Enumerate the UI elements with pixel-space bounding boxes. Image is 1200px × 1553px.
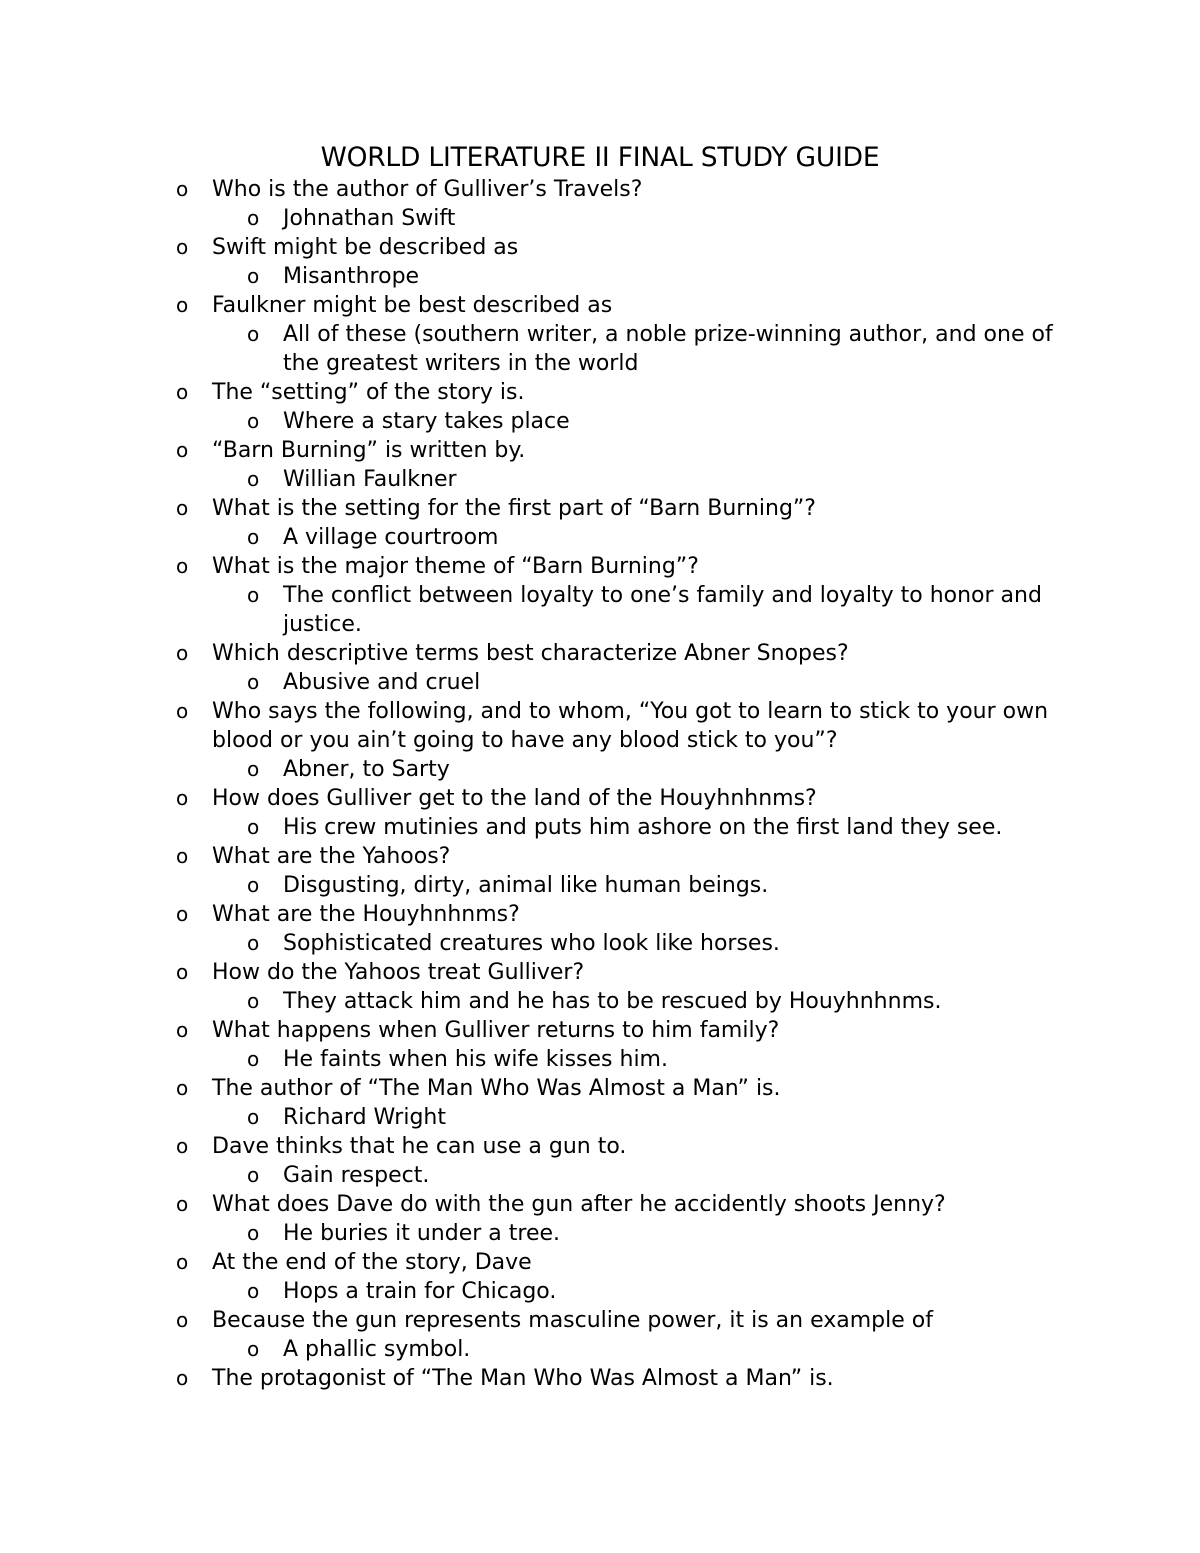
- bullet-icon: o: [247, 583, 260, 607]
- question-text: The “setting” of the story is.: [212, 380, 525, 405]
- bullet-icon: o: [247, 873, 260, 897]
- question-text: At the end of the story, Dave: [212, 1250, 532, 1275]
- question-item: [0, 291, 1200, 320]
- bullet-icon: o: [176, 380, 189, 404]
- question-item: [0, 1190, 1200, 1219]
- answer-text: Gain respect.: [283, 1163, 430, 1188]
- answer-item: [0, 204, 1200, 233]
- answer-item: [0, 320, 1200, 378]
- bullet-icon: o: [247, 1163, 260, 1187]
- answer-text: Richard Wright: [283, 1105, 446, 1130]
- answer-text: He faints when his wife kisses him.: [283, 1047, 668, 1072]
- question-text: The author of “The Man Who Was Almost a Man” is.: [212, 1076, 781, 1101]
- bullet-icon: o: [176, 1134, 189, 1158]
- answer-item: [0, 871, 1200, 900]
- bullet-icon: o: [176, 1366, 189, 1390]
- answer-text: A phallic symbol.: [283, 1337, 471, 1362]
- question-item: [0, 1016, 1200, 1045]
- bullet-icon: o: [247, 1105, 260, 1129]
- question-text: What does Dave do with the gun after he accidently shoots Jenny?: [212, 1192, 946, 1217]
- answer-text: His crew mutinies and puts him ashore on the first land they see.: [283, 815, 1003, 840]
- bullet-icon: o: [247, 525, 260, 549]
- page-title: WORLD LITERATURE II FINAL STUDY GUIDE: [320, 142, 880, 173]
- question-item: [0, 697, 1200, 755]
- bullet-icon: o: [176, 177, 189, 201]
- answer-text: The conflict between loyalty to one’s family and loyalty to honor and justice.: [283, 583, 1042, 637]
- answer-item: [0, 1161, 1200, 1190]
- question-text: Who says the following, and to whom, “You got to learn to stick to your own blood or you ain’t going to have any blood stick to you”?: [212, 699, 1049, 753]
- question-item: [0, 842, 1200, 871]
- bullet-icon: o: [176, 641, 189, 665]
- question-item: [0, 175, 1200, 204]
- answer-text: He buries it under a tree.: [283, 1221, 561, 1246]
- bullet-icon: o: [247, 815, 260, 839]
- question-text: Swift might be described as: [212, 235, 519, 260]
- bullet-icon: o: [176, 902, 189, 926]
- question-item: [0, 1306, 1200, 1335]
- answer-item: [0, 581, 1200, 639]
- question-item: [0, 1074, 1200, 1103]
- question-item: [0, 639, 1200, 668]
- bullet-icon: o: [247, 931, 260, 955]
- answer-item: [0, 407, 1200, 436]
- bullet-icon: o: [247, 409, 260, 433]
- bullet-icon: o: [247, 467, 260, 491]
- answer-item: [0, 1103, 1200, 1132]
- question-text: What is the setting for the first part of “Barn Burning”?: [212, 496, 816, 521]
- question-text: Who is the author of Gulliver’s Travels?: [212, 177, 643, 202]
- bullet-icon: o: [176, 293, 189, 317]
- bullet-icon: o: [176, 844, 189, 868]
- question-item: [0, 1132, 1200, 1161]
- answer-text: Sophisticated creatures who look like horses.: [283, 931, 780, 956]
- answer-text: They attack him and he has to be rescued by Houyhnhnms.: [283, 989, 942, 1014]
- bullet-icon: o: [247, 757, 260, 781]
- answer-text: All of these (southern writer, a noble prize-winning author, and one of the greatest writers in the world: [283, 322, 1053, 376]
- answer-text: Where a stary takes place: [283, 409, 570, 434]
- answer-item: [0, 1219, 1200, 1248]
- question-item: [0, 1248, 1200, 1277]
- bullet-icon: o: [176, 1192, 189, 1216]
- question-item: [0, 552, 1200, 581]
- bullet-icon: o: [176, 960, 189, 984]
- bullet-icon: o: [176, 1018, 189, 1042]
- question-item: [0, 233, 1200, 262]
- bullet-icon: o: [247, 322, 260, 346]
- bullet-icon: o: [176, 554, 189, 578]
- question-item: [0, 784, 1200, 813]
- answer-item: [0, 755, 1200, 784]
- answer-item: [0, 1045, 1200, 1074]
- question-item: [0, 1364, 1200, 1393]
- bullet-icon: o: [247, 1279, 260, 1303]
- answer-text: Johnathan Swift: [283, 206, 456, 231]
- answer-text: Hops a train for Chicago.: [283, 1279, 557, 1304]
- bullet-icon: o: [247, 989, 260, 1013]
- bullet-icon: o: [176, 1250, 189, 1274]
- question-text: The protagonist of “The Man Who Was Almost a Man” is.: [212, 1366, 834, 1391]
- answer-item: [0, 523, 1200, 552]
- answer-text: A village courtroom: [283, 525, 499, 550]
- bullet-icon: o: [176, 438, 189, 462]
- bullet-icon: o: [176, 235, 189, 259]
- question-text: How do the Yahoos treat Gulliver?: [212, 960, 585, 985]
- bullet-icon: o: [247, 1047, 260, 1071]
- answer-item: [0, 465, 1200, 494]
- question-text: Because the gun represents masculine power, it is an example of: [212, 1308, 933, 1333]
- bullet-icon: o: [247, 670, 260, 694]
- bullet-icon: o: [176, 496, 189, 520]
- answer-item: [0, 987, 1200, 1016]
- bullet-icon: o: [247, 1221, 260, 1245]
- question-text: “Barn Burning” is written by.: [212, 438, 526, 463]
- bullet-icon: o: [247, 1337, 260, 1361]
- question-text: How does Gulliver get to the land of the Houyhnhnms?: [212, 786, 817, 811]
- answer-item: [0, 813, 1200, 842]
- answer-item: [0, 1335, 1200, 1364]
- answer-item: [0, 668, 1200, 697]
- bullet-icon: o: [176, 1076, 189, 1100]
- question-text: What are the Houyhnhnms?: [212, 902, 520, 927]
- question-text: What is the major theme of “Barn Burning”?: [212, 554, 699, 579]
- answer-text: Disgusting, dirty, animal like human beings.: [283, 873, 769, 898]
- answer-text: Abner, to Sarty: [283, 757, 450, 782]
- answer-item: [0, 929, 1200, 958]
- question-item: [0, 958, 1200, 987]
- question-item: [0, 378, 1200, 407]
- question-list: [0, 175, 1200, 1393]
- question-text: Dave thinks that he can use a gun to.: [212, 1134, 627, 1159]
- bullet-icon: o: [247, 264, 260, 288]
- answer-item: [0, 1277, 1200, 1306]
- question-text: Faulkner might be best described as: [212, 293, 613, 318]
- bullet-icon: o: [176, 1308, 189, 1332]
- answer-text: Abusive and cruel: [283, 670, 481, 695]
- bullet-icon: o: [247, 206, 260, 230]
- answer-item: [0, 262, 1200, 291]
- bullet-icon: o: [176, 786, 189, 810]
- answer-text: Willian Faulkner: [283, 467, 457, 492]
- question-item: [0, 494, 1200, 523]
- question-item: [0, 900, 1200, 929]
- answer-text: Misanthrope: [283, 264, 420, 289]
- question-text: What are the Yahoos?: [212, 844, 451, 869]
- question-text: What happens when Gulliver returns to him family?: [212, 1018, 780, 1043]
- question-item: [0, 436, 1200, 465]
- question-text: Which descriptive terms best characterize Abner Snopes?: [212, 641, 849, 666]
- bullet-icon: o: [176, 699, 189, 723]
